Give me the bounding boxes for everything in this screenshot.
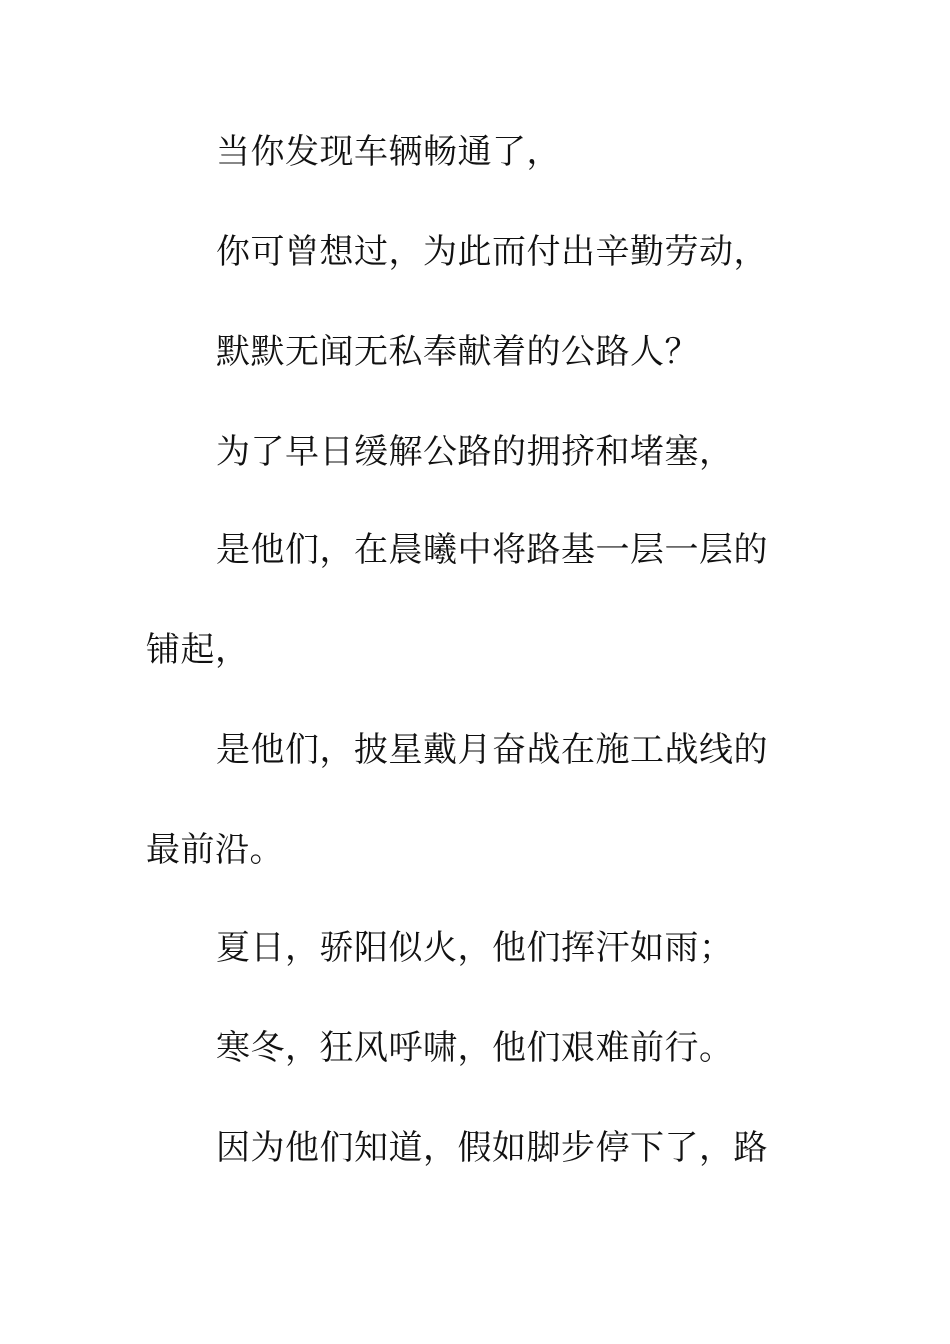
- text-line: 夏日，骄阳似火，他们挥汗如雨；: [216, 928, 734, 968]
- text-line: 最前沿。: [146, 830, 284, 870]
- text-line: 铺起，: [146, 630, 250, 670]
- text-line: 为了早日缓解公路的拥挤和堵塞，: [216, 432, 734, 472]
- text-line: 因为他们知道，假如脚步停下了，路: [216, 1128, 768, 1168]
- text-line: 寒冬，狂风呼啸，他们艰难前行。: [216, 1028, 734, 1068]
- text-line: 默默无闻无私奉献着的公路人？: [216, 332, 699, 372]
- text-line: 你可曾想过，为此而付出辛勤劳动，: [216, 232, 768, 272]
- text-line: 是他们，披星戴月奋战在施工战线的: [216, 730, 768, 770]
- text-line: 是他们，在晨曦中将路基一层一层的: [216, 530, 768, 570]
- text-line: 当你发现车辆畅通了，: [216, 132, 561, 172]
